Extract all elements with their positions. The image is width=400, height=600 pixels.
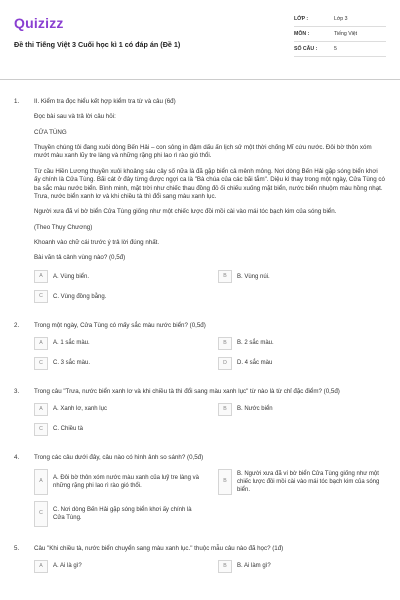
option-letter-box[interactable]: B [218,403,232,416]
option-letter-box[interactable]: C [34,501,48,527]
passage-source: (Theo Thụy Chương) [34,223,93,231]
option-letter-box[interactable]: A [34,270,48,283]
meta-table [294,12,386,57]
passage-paragraph: Thuyền chúng tôi đang xuôi dòng Bến Hải – con sông in đậm dấu ấn lịch sử một thời chống Mĩ cứu nước. Đôi bờ thôn xóm mướt màu xanh lũy tre làng và những rặng phi lao rì rào gió thổi. [34,144,372,160]
instruction-text: Khoanh vào chữ cái trước ý trả lời đúng nhất. [34,238,160,246]
meta-value: Tiếng Việt [334,31,358,37]
answer-options [34,402,386,436]
meta-value: 5 [334,46,337,52]
answer-option[interactable] [34,501,202,527]
answer-option[interactable] [34,336,202,350]
answer-option[interactable] [218,559,386,573]
question-body [34,98,386,304]
option-text: B. 2 sắc màu. [237,339,274,346]
question-prompt: Trong câu "Trưa, nước biển xanh lơ và khi chiều tà thì đổi sang màu xanh lục" từ nào là từ chỉ đặc điểm? (0,5đ) [34,388,340,396]
question-body [34,454,386,526]
option-text: C. Chiều tà [53,426,84,433]
option-text: C. Nơi dòng Bến Hải gặp sóng biển khơi ấy chính là Cửa Tùng. [53,506,192,521]
option-letter-box[interactable]: C [34,423,48,436]
option-text: A. 1 sắc màu. [53,339,90,346]
option-text: A. Xanh lơ, xanh lục [53,406,107,413]
question-3 [14,388,386,436]
answer-option[interactable] [34,270,202,284]
option-text: C. 3 sắc màu. [53,359,91,366]
question-list [14,98,386,583]
option-text: B. Vùng núi. [237,273,270,280]
option-text: A. Đôi bờ thôn xóm nước màu xanh của luỹ tre làng và những rặng phi lao rì rào gió thổi. [53,474,199,489]
section-heading: II. Kiểm tra đọc hiểu kết hợp kiểm tra từ và câu (6đ) [34,98,176,105]
option-letter-box[interactable]: C [34,357,48,370]
meta-label: MÔN : [294,31,310,37]
question-number: 5. [14,544,20,552]
meta-row-class [294,12,386,27]
question-prompt: Trong các câu dưới đây, câu nào có hình ảnh so sánh? (0,5đ) [34,454,204,462]
worksheet-header [14,10,386,72]
question-prompt: Bài văn tả cảnh vùng nào? (0,5đ) [34,254,126,262]
header-divider [0,79,400,80]
answer-options [34,469,386,527]
meta-label: SỐ CÂU : [294,46,318,52]
option-letter-box[interactable]: C [34,290,48,303]
passage-paragraph: Người xưa đã ví bờ biển Cửa Tùng giống như một chiếc lược đồi mồi cài vào mái tóc bạch kim của sóng biển. [34,208,337,216]
answer-option[interactable] [218,402,386,416]
question-5 [14,545,386,573]
question-body [34,545,386,573]
answer-option[interactable] [34,469,202,495]
answer-option[interactable] [34,356,202,370]
meta-row-subject [294,27,386,42]
option-letter-box[interactable]: B [218,337,232,350]
question-number: 2. [14,321,20,329]
passage-paragraph: Từ cầu Hiền Lương thuyền xuôi khoảng sáu cây số nữa là đã gặp biển cả mênh mông. Nơi dòng Bến Hải gặp sóng biển khơi ấy chính là Cửa Tùng. Bãi cát ở đây từng được ngợi ca là "Bà chúa của các bãi tắm". Diệu kì thay trong một ngày, Cửa Tùng có ba sắc màu nước biển. Bình minh, mặt trời như chiếc thau đồng đỏ ối chiếu xuống mặt biển, nước biển nhuộm màu hồng nhạt. Trưa, nước biển xanh lơ và khi chiều tà thì đổi sang màu xanh lục. [34,167,385,200]
answer-option[interactable] [218,469,386,495]
answer-option[interactable] [218,336,386,350]
option-letter-box[interactable]: A [34,560,48,573]
option-letter-box[interactable]: A [34,469,48,495]
question-prompt: Câu "Khi chiều tà, nước biển chuyển sang màu xanh lục." thuộc mẫu câu nào đã học? (1đ) [34,544,284,552]
answer-options [34,336,386,370]
answer-option[interactable] [34,422,202,436]
question-2 [14,322,386,370]
option-text: A. Ai là gì? [53,563,82,570]
question-prompt: Trong một ngày, Cửa Tùng có mấy sắc màu nước biển? (0,5đ) [34,321,206,329]
question-1 [14,98,386,304]
question-number: 4. [14,454,20,462]
option-letter-box[interactable]: A [34,403,48,416]
option-text: A. Vùng biển. [53,273,90,280]
option-text: C. Vùng đồng bằng. [53,293,107,300]
passage-title: CỬA TÙNG [34,128,67,136]
question-4 [14,454,386,526]
answer-option[interactable] [34,402,202,416]
question-number: 1. [14,98,20,105]
option-letter-box[interactable]: B [218,560,232,573]
option-text: B. Người xưa đã ví bờ biển Cửa Tùng giống như một chiếc lược đồi mồi cài vào mái tóc bạch kim của sóng biển. [237,470,380,493]
option-text: B. Ai làm gì? [237,563,271,570]
meta-value: Lớp 3 [334,16,348,22]
meta-label: LỚP : [294,16,309,22]
exam-title: Đề thi Tiếng Việt 3 Cuối học kì 1 có đáp án (Đề 1) [14,40,181,49]
meta-row-count [294,42,386,57]
instruction-text: Đọc bài sau và trả lời câu hỏi: [34,113,116,121]
question-number: 3. [14,388,20,396]
answer-option[interactable] [34,290,202,304]
answer-option[interactable] [218,270,386,284]
answer-option[interactable] [218,356,386,370]
answer-options [34,270,386,304]
answer-option[interactable] [34,559,202,573]
option-letter-box[interactable]: B [218,270,232,283]
option-letter-box[interactable]: B [218,469,232,495]
option-text: D. 4 sắc màu [237,359,273,366]
option-text: B. Nước biển [237,406,273,413]
option-letter-box[interactable]: D [218,357,232,370]
option-letter-box[interactable]: A [34,337,48,350]
answer-options [34,559,386,573]
question-body [34,322,386,370]
question-body [34,388,386,436]
quizizz-logo: Quizizz [14,15,64,31]
